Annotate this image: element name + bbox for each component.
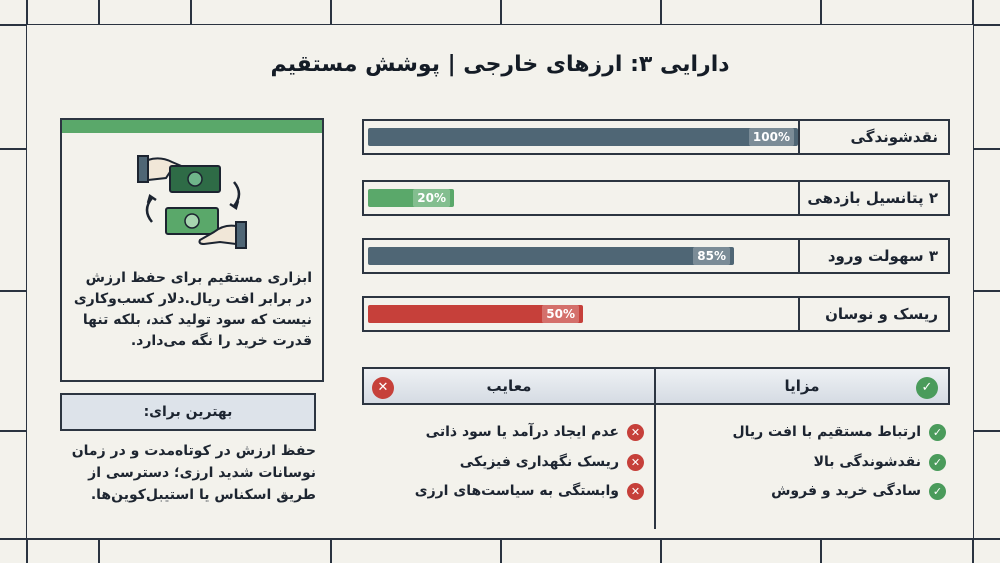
metric-label: نقدشوندگی xyxy=(800,119,950,155)
x-circle-icon: ✕ xyxy=(627,424,644,441)
cons-item xyxy=(415,480,644,502)
pros-item xyxy=(732,421,946,443)
metric-label: ریسک و نوسان xyxy=(800,296,950,332)
metric-track xyxy=(362,238,800,274)
money-exchange-icon xyxy=(132,152,252,252)
grid-line xyxy=(98,540,100,563)
column-divider xyxy=(654,367,656,529)
grid-line xyxy=(500,0,502,25)
x-circle-icon: ✕ xyxy=(372,377,394,399)
metric-row xyxy=(362,296,950,332)
cons-item-text: وابستگی به سیاست‌های ارزی xyxy=(414,483,619,499)
pros-item xyxy=(814,451,946,473)
grid-line xyxy=(973,430,1000,432)
grid-line xyxy=(660,0,662,25)
check-circle-icon: ✓ xyxy=(916,377,938,399)
x-circle-icon: ✕ xyxy=(627,454,644,471)
pros-item-text: سادگی خرید و فروش xyxy=(771,483,921,499)
pros-item-text: نقدشوندگی بالا xyxy=(813,454,921,470)
grid-line xyxy=(98,0,100,25)
grid-line xyxy=(500,540,502,563)
grid-line xyxy=(0,290,27,292)
best-for-text: حفظ ارزش در کوتاه‌مدت و در زمان نوسانات شدید ارزی؛ دسترسی از طریق اسکناس یا استیبل‌کوین‌ها. xyxy=(71,443,316,503)
cons-item xyxy=(426,421,644,443)
best-for-label: بهترین برای: xyxy=(60,393,316,431)
page-title: دارایی ۳: ارزهای خارجی | پوشش مستقیم xyxy=(270,52,730,77)
cons-header xyxy=(362,367,656,405)
cons-item-text: ریسک نگهداری فیزیکی xyxy=(459,454,619,470)
cons-item-text: عدم ایجاد درآمد یا سود ذاتی xyxy=(425,424,619,440)
metric-label: ۲ پتانسیل بازدهی xyxy=(800,180,950,216)
grid-line xyxy=(973,148,1000,150)
metric-track xyxy=(362,119,800,155)
grid-line xyxy=(820,0,822,25)
grid-line xyxy=(0,148,27,150)
grid-line xyxy=(330,540,332,563)
grid-line xyxy=(660,540,662,563)
check-circle-icon: ✓ xyxy=(929,483,946,500)
metric-track xyxy=(362,180,800,216)
grid-line xyxy=(330,0,332,25)
pros-item-text: ارتباط مستقیم با افت ریال xyxy=(732,424,921,440)
metric-label: ۳ سهولت ورود xyxy=(800,238,950,274)
metric-fill xyxy=(368,247,734,265)
metric-percent: 50% xyxy=(542,305,579,323)
check-circle-icon: ✓ xyxy=(929,424,946,441)
grid-line xyxy=(190,0,192,25)
grid-line xyxy=(0,430,27,432)
metric-row xyxy=(362,180,950,216)
metric-track xyxy=(362,296,800,332)
metric-fill xyxy=(368,305,583,323)
metric-percent: 100% xyxy=(749,128,794,146)
metric-percent: 20% xyxy=(413,189,450,207)
metric-fill xyxy=(368,128,798,146)
cons-title: معایب xyxy=(486,377,532,395)
metric-fill xyxy=(368,189,454,207)
pros-cons-table xyxy=(362,367,950,529)
pros-title: مزایا xyxy=(784,377,820,395)
asset-description: ابزاری مستقیم برای حفظ ارزش در برابر افت ریال.دلار کسب‌وکاری نیست که سود تولید کند، بلکه تنها قدرت خرید را نگه می‌دارد. xyxy=(73,270,312,349)
info-card xyxy=(60,118,324,382)
cons-item xyxy=(460,451,644,473)
pros-item xyxy=(771,480,946,502)
card-accent-strip xyxy=(62,120,322,133)
check-circle-icon: ✓ xyxy=(929,454,946,471)
grid-line xyxy=(973,290,1000,292)
pros-header xyxy=(654,367,950,405)
grid-line xyxy=(820,540,822,563)
metric-row xyxy=(362,119,950,155)
x-circle-icon: ✕ xyxy=(627,483,644,500)
metric-percent: 85% xyxy=(693,247,730,265)
metric-row xyxy=(362,238,950,274)
